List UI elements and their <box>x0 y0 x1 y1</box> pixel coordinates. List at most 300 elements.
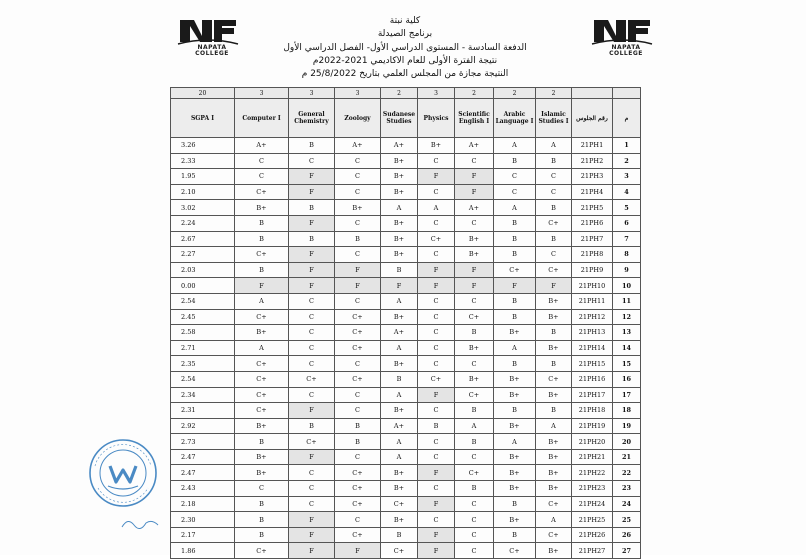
cell-zoo: C <box>335 293 381 309</box>
cell-zoo: F <box>335 278 381 294</box>
table-row <box>171 496 641 512</box>
cell-sud: B+ <box>381 169 418 185</box>
cell-sgpa: 2.54 <box>171 293 235 309</box>
cell-chem: B <box>289 138 335 154</box>
cell-sud: A <box>381 200 418 216</box>
cell-isl: B+ <box>536 340 572 356</box>
cell-no: 21 <box>613 449 641 465</box>
cell-isl: B+ <box>536 434 572 450</box>
cell-comp: A <box>235 340 289 356</box>
cell-sgpa: 2.67 <box>171 231 235 247</box>
cell-no: 15 <box>613 356 641 372</box>
cell-no: 11 <box>613 293 641 309</box>
cell-id: 21PH14 <box>572 340 613 356</box>
cell-id: 21PH16 <box>572 371 613 387</box>
college-name: كلية نبتة <box>389 16 421 26</box>
cell-eng: C <box>455 543 494 559</box>
cell-isl: A <box>536 138 572 154</box>
cell-comp: B+ <box>235 449 289 465</box>
column-header-chem: General Chemistry <box>289 99 335 138</box>
cell-sud: B+ <box>381 403 418 419</box>
cell-sgpa: 2.24 <box>171 215 235 231</box>
cell-eng: B+ <box>455 340 494 356</box>
cell-chem: C <box>289 153 335 169</box>
cell-no: 4 <box>613 184 641 200</box>
cell-sud: B+ <box>381 481 418 497</box>
cell-isl: C+ <box>536 215 572 231</box>
cell-sud: B <box>381 371 418 387</box>
table-row <box>171 262 641 278</box>
cell-chem: F <box>289 543 335 559</box>
cell-sud: B+ <box>381 512 418 528</box>
cell-chem: C+ <box>289 434 335 450</box>
cell-comp: C+ <box>235 309 289 325</box>
cell-zoo: C+ <box>335 325 381 341</box>
cell-zoo: B <box>335 434 381 450</box>
cell-no: 20 <box>613 434 641 450</box>
cell-id: 21PH21 <box>572 449 613 465</box>
column-header-sud: Sudanese Studies <box>381 99 418 138</box>
cell-sgpa: 2.10 <box>171 184 235 200</box>
column-header-eng: Scientific English I <box>455 99 494 138</box>
cell-isl: C <box>536 169 572 185</box>
cell-no: 5 <box>613 200 641 216</box>
table-row <box>171 309 641 325</box>
cell-sud: B+ <box>381 247 418 263</box>
cell-ara: C <box>494 184 536 200</box>
cell-id: 21PH24 <box>572 496 613 512</box>
cell-ara: C+ <box>494 262 536 278</box>
credit-hours-row <box>171 88 641 99</box>
approval-line: النتيجة مجازة من المجلس العلمي بتاريخ 25/8/2022 م <box>301 69 509 79</box>
cell-phy: C+ <box>418 371 455 387</box>
cell-sgpa: 2.71 <box>171 340 235 356</box>
cell-chem: B <box>289 231 335 247</box>
signature-mark <box>120 513 160 533</box>
cell-sud: A+ <box>381 138 418 154</box>
cell-sgpa: 2.54 <box>171 371 235 387</box>
cell-chem: F <box>289 512 335 528</box>
cell-id: 21PH23 <box>572 481 613 497</box>
cell-phy: C <box>418 481 455 497</box>
cell-sud: B+ <box>381 309 418 325</box>
cell-sgpa: 2.58 <box>171 325 235 341</box>
table-row <box>171 543 641 559</box>
table-row <box>171 481 641 497</box>
cell-phy: F <box>418 169 455 185</box>
cell-zoo: C <box>335 387 381 403</box>
cell-comp: B <box>235 231 289 247</box>
credit-hours-comp: 3 <box>235 88 289 99</box>
table-row <box>171 418 641 434</box>
cell-ara: A <box>494 434 536 450</box>
cell-no: 23 <box>613 481 641 497</box>
cell-eng: C+ <box>455 387 494 403</box>
cell-zoo: B <box>335 231 381 247</box>
cell-id: 21PH18 <box>572 403 613 419</box>
cell-sgpa: 2.34 <box>171 387 235 403</box>
cell-sud: A <box>381 387 418 403</box>
cell-chem: C <box>289 356 335 372</box>
cell-sgpa: 2.27 <box>171 247 235 263</box>
cell-eng: C <box>455 449 494 465</box>
credit-hours-eng: 2 <box>455 88 494 99</box>
cell-no: 12 <box>613 309 641 325</box>
cell-eng: C <box>455 356 494 372</box>
cell-isl: B <box>536 356 572 372</box>
logo-caption: NAPATA COLLEGE <box>609 44 643 57</box>
cell-no: 6 <box>613 215 641 231</box>
cell-phy: F <box>418 465 455 481</box>
table-row <box>171 169 641 185</box>
cell-id: 21PH2 <box>572 153 613 169</box>
cell-comp: C+ <box>235 387 289 403</box>
cell-zoo: C <box>335 356 381 372</box>
cell-sgpa: 3.02 <box>171 200 235 216</box>
column-header-id: رقم الجلوس <box>572 99 613 138</box>
cell-phy: C <box>418 434 455 450</box>
table-row <box>171 325 641 341</box>
cell-ara: A <box>494 138 536 154</box>
cell-ara: A <box>494 340 536 356</box>
cell-id: 21PH19 <box>572 418 613 434</box>
cell-no: 2 <box>613 153 641 169</box>
cell-sgpa: 0.00 <box>171 278 235 294</box>
cell-chem: C <box>289 325 335 341</box>
cell-comp: B+ <box>235 465 289 481</box>
column-header-zoo: Zoology <box>335 99 381 138</box>
college-seal-stamp <box>86 436 160 510</box>
credit-hours-id <box>572 88 613 99</box>
cell-id: 21PH7 <box>572 231 613 247</box>
cell-no: 8 <box>613 247 641 263</box>
cell-sgpa: 2.47 <box>171 465 235 481</box>
cell-comp: C+ <box>235 371 289 387</box>
cell-zoo: B+ <box>335 200 381 216</box>
napata-logo-mark <box>176 14 240 46</box>
cell-ara: B <box>494 403 536 419</box>
cell-ara: B+ <box>494 465 536 481</box>
cell-no: 1 <box>613 138 641 154</box>
cell-sud: B <box>381 527 418 543</box>
cell-id: 21PH17 <box>572 387 613 403</box>
cell-sgpa: 1.86 <box>171 543 235 559</box>
cell-ara: B <box>494 215 536 231</box>
table-row <box>171 449 641 465</box>
table-row <box>171 356 641 372</box>
cell-id: 21PH3 <box>572 169 613 185</box>
cell-id: 21PH11 <box>572 293 613 309</box>
cell-isl: B+ <box>536 449 572 465</box>
batch-line: الدفعة السادسة - المستوى الدراسي الأول- الفصل الدراسي الأول <box>283 43 527 53</box>
cell-sgpa: 2.03 <box>171 262 235 278</box>
cell-phy: C <box>418 215 455 231</box>
cell-no: 25 <box>613 512 641 528</box>
cell-comp: B <box>235 434 289 450</box>
cell-sud: A+ <box>381 325 418 341</box>
cell-isl: F <box>536 278 572 294</box>
cell-isl: B <box>536 325 572 341</box>
table-row <box>171 340 641 356</box>
cell-comp: B <box>235 512 289 528</box>
cell-phy: F <box>418 527 455 543</box>
cell-eng: F <box>455 278 494 294</box>
cell-isl: B+ <box>536 293 572 309</box>
cell-zoo: F <box>335 262 381 278</box>
cell-eng: B+ <box>455 231 494 247</box>
cell-comp: C+ <box>235 403 289 419</box>
cell-no: 18 <box>613 403 641 419</box>
cell-zoo: C+ <box>335 465 381 481</box>
credit-hours-isl: 2 <box>536 88 572 99</box>
table-row <box>171 231 641 247</box>
cell-id: 21PH22 <box>572 465 613 481</box>
cell-ara: C+ <box>494 543 536 559</box>
cell-sgpa: 2.33 <box>171 153 235 169</box>
cell-sud: C+ <box>381 543 418 559</box>
cell-sgpa: 2.45 <box>171 309 235 325</box>
cell-ara: B <box>494 356 536 372</box>
cell-no: 9 <box>613 262 641 278</box>
credit-hours-sud: 2 <box>381 88 418 99</box>
cell-comp: B+ <box>235 200 289 216</box>
cell-ara: B <box>494 293 536 309</box>
cell-zoo: C <box>335 215 381 231</box>
cell-no: 22 <box>613 465 641 481</box>
credit-hours-ara: 2 <box>494 88 536 99</box>
cell-zoo: C+ <box>335 340 381 356</box>
cell-id: 21PH5 <box>572 200 613 216</box>
cell-ara: A <box>494 200 536 216</box>
cell-no: 17 <box>613 387 641 403</box>
cell-phy: B+ <box>418 138 455 154</box>
cell-eng: A+ <box>455 138 494 154</box>
cell-ara: B+ <box>494 481 536 497</box>
cell-isl: A <box>536 512 572 528</box>
cell-id: 21PH10 <box>572 278 613 294</box>
cell-phy: C <box>418 309 455 325</box>
cell-zoo: F <box>335 543 381 559</box>
cell-chem: C <box>289 496 335 512</box>
cell-no: 16 <box>613 371 641 387</box>
cell-chem: F <box>289 449 335 465</box>
cell-phy: C <box>418 340 455 356</box>
cell-no: 14 <box>613 340 641 356</box>
table-row <box>171 403 641 419</box>
cell-eng: B+ <box>455 247 494 263</box>
cell-zoo: C <box>335 449 381 465</box>
cell-chem: C+ <box>289 371 335 387</box>
cell-isl: C+ <box>536 496 572 512</box>
column-header-ara: Arabic Language I <box>494 99 536 138</box>
cell-eng: B <box>455 403 494 419</box>
cell-sud: F <box>381 278 418 294</box>
cell-ara: F <box>494 278 536 294</box>
cell-id: 21PH4 <box>572 184 613 200</box>
cell-isl: B+ <box>536 465 572 481</box>
cell-phy: C <box>418 403 455 419</box>
cell-phy: C <box>418 293 455 309</box>
cell-chem: B <box>289 200 335 216</box>
cell-ara: B <box>494 496 536 512</box>
column-header-sgpa: SGPA I <box>171 99 235 138</box>
cell-comp: A+ <box>235 138 289 154</box>
cell-phy: C <box>418 247 455 263</box>
cell-zoo: C+ <box>335 527 381 543</box>
cell-no: 7 <box>613 231 641 247</box>
college-logo-left <box>176 14 240 58</box>
table-row <box>171 512 641 528</box>
cell-phy: F <box>418 496 455 512</box>
table-row <box>171 465 641 481</box>
cell-comp: F <box>235 278 289 294</box>
napata-logo-mark <box>590 14 654 46</box>
cell-ara: B+ <box>494 387 536 403</box>
cell-no: 3 <box>613 169 641 185</box>
cell-comp: B <box>235 496 289 512</box>
cell-eng: B <box>455 434 494 450</box>
cell-phy: C <box>418 356 455 372</box>
cell-chem: F <box>289 262 335 278</box>
cell-zoo: A+ <box>335 138 381 154</box>
cell-eng: C <box>455 153 494 169</box>
cell-sud: B <box>381 262 418 278</box>
cell-id: 21PH20 <box>572 434 613 450</box>
table-row <box>171 215 641 231</box>
cell-phy: C <box>418 512 455 528</box>
cell-ara: B <box>494 231 536 247</box>
cell-sgpa: 2.47 <box>171 449 235 465</box>
cell-eng: B <box>455 325 494 341</box>
cell-phy: F <box>418 543 455 559</box>
cell-sud: A <box>381 449 418 465</box>
table-row <box>171 247 641 263</box>
table-row <box>171 200 641 216</box>
cell-ara: B+ <box>494 449 536 465</box>
cell-no: 10 <box>613 278 641 294</box>
cell-chem: F <box>289 247 335 263</box>
cell-isl: C+ <box>536 527 572 543</box>
cell-sud: A <box>381 293 418 309</box>
cell-chem: F <box>289 403 335 419</box>
cell-chem: C <box>289 309 335 325</box>
column-header-comp: Computer I <box>235 99 289 138</box>
cell-chem: F <box>289 215 335 231</box>
results-table <box>170 87 641 559</box>
cell-comp: B <box>235 527 289 543</box>
cell-sud: B+ <box>381 215 418 231</box>
cell-no: 26 <box>613 527 641 543</box>
cell-zoo: C <box>335 169 381 185</box>
cell-phy: F <box>418 262 455 278</box>
column-header-phy: Physics <box>418 99 455 138</box>
cell-ara: C <box>494 169 536 185</box>
cell-zoo: C+ <box>335 496 381 512</box>
cell-comp: C+ <box>235 184 289 200</box>
cell-chem: B <box>289 418 335 434</box>
cell-eng: C <box>455 496 494 512</box>
cell-ara: B+ <box>494 371 536 387</box>
cell-id: 21PH9 <box>572 262 613 278</box>
cell-zoo: C+ <box>335 371 381 387</box>
cell-phy: C <box>418 153 455 169</box>
cell-zoo: C <box>335 247 381 263</box>
cell-id: 21PH1 <box>572 138 613 154</box>
cell-phy: B <box>418 418 455 434</box>
cell-sud: C+ <box>381 496 418 512</box>
cell-no: 24 <box>613 496 641 512</box>
course-header-row <box>171 99 641 138</box>
cell-isl: C+ <box>536 262 572 278</box>
result-line: نتيجة الفترة الأولى للعام الاكاديمي 2021-2022م <box>312 56 498 66</box>
cell-phy: F <box>418 387 455 403</box>
cell-eng: B <box>455 481 494 497</box>
cell-comp: C+ <box>235 247 289 263</box>
table-row <box>171 184 641 200</box>
cell-sgpa: 2.92 <box>171 418 235 434</box>
program-name: برنامج الصيدلة <box>377 29 433 39</box>
cell-comp: B <box>235 215 289 231</box>
table-row <box>171 278 641 294</box>
cell-eng: C <box>455 512 494 528</box>
cell-zoo: C+ <box>335 481 381 497</box>
credit-hours-zoo: 3 <box>335 88 381 99</box>
cell-ara: B <box>494 527 536 543</box>
cell-id: 21PH6 <box>572 215 613 231</box>
cell-sud: B+ <box>381 465 418 481</box>
cell-phy: A <box>418 200 455 216</box>
cell-sud: A+ <box>381 418 418 434</box>
cell-chem: C <box>289 293 335 309</box>
cell-eng: C+ <box>455 465 494 481</box>
cell-eng: B+ <box>455 371 494 387</box>
cell-phy: C <box>418 449 455 465</box>
cell-isl: C <box>536 184 572 200</box>
cell-isl: C+ <box>536 371 572 387</box>
cell-id: 21PH15 <box>572 356 613 372</box>
table-row <box>171 293 641 309</box>
table-row <box>171 434 641 450</box>
cell-id: 21PH26 <box>572 527 613 543</box>
cell-comp: C <box>235 481 289 497</box>
table-row <box>171 527 641 543</box>
cell-sgpa: 3.26 <box>171 138 235 154</box>
cell-chem: F <box>289 527 335 543</box>
cell-comp: B <box>235 262 289 278</box>
cell-sgpa: 2.73 <box>171 434 235 450</box>
cell-isl: B <box>536 200 572 216</box>
cell-chem: F <box>289 169 335 185</box>
cell-sud: B+ <box>381 184 418 200</box>
cell-eng: C <box>455 527 494 543</box>
cell-isl: C <box>536 247 572 263</box>
cell-comp: B+ <box>235 418 289 434</box>
cell-id: 21PH12 <box>572 309 613 325</box>
column-header-no: م <box>613 99 641 138</box>
cell-zoo: C <box>335 512 381 528</box>
cell-zoo: C <box>335 403 381 419</box>
cell-sud: B+ <box>381 356 418 372</box>
cell-comp: B+ <box>235 325 289 341</box>
results-body <box>171 138 641 559</box>
cell-sgpa: 1.95 <box>171 169 235 185</box>
college-logo-right <box>590 14 654 58</box>
cell-comp: C+ <box>235 543 289 559</box>
cell-isl: B+ <box>536 309 572 325</box>
column-header-isl: Islamic Studies I <box>536 99 572 138</box>
logo-caption: NAPATA COLLEGE <box>195 44 229 57</box>
table-row <box>171 387 641 403</box>
